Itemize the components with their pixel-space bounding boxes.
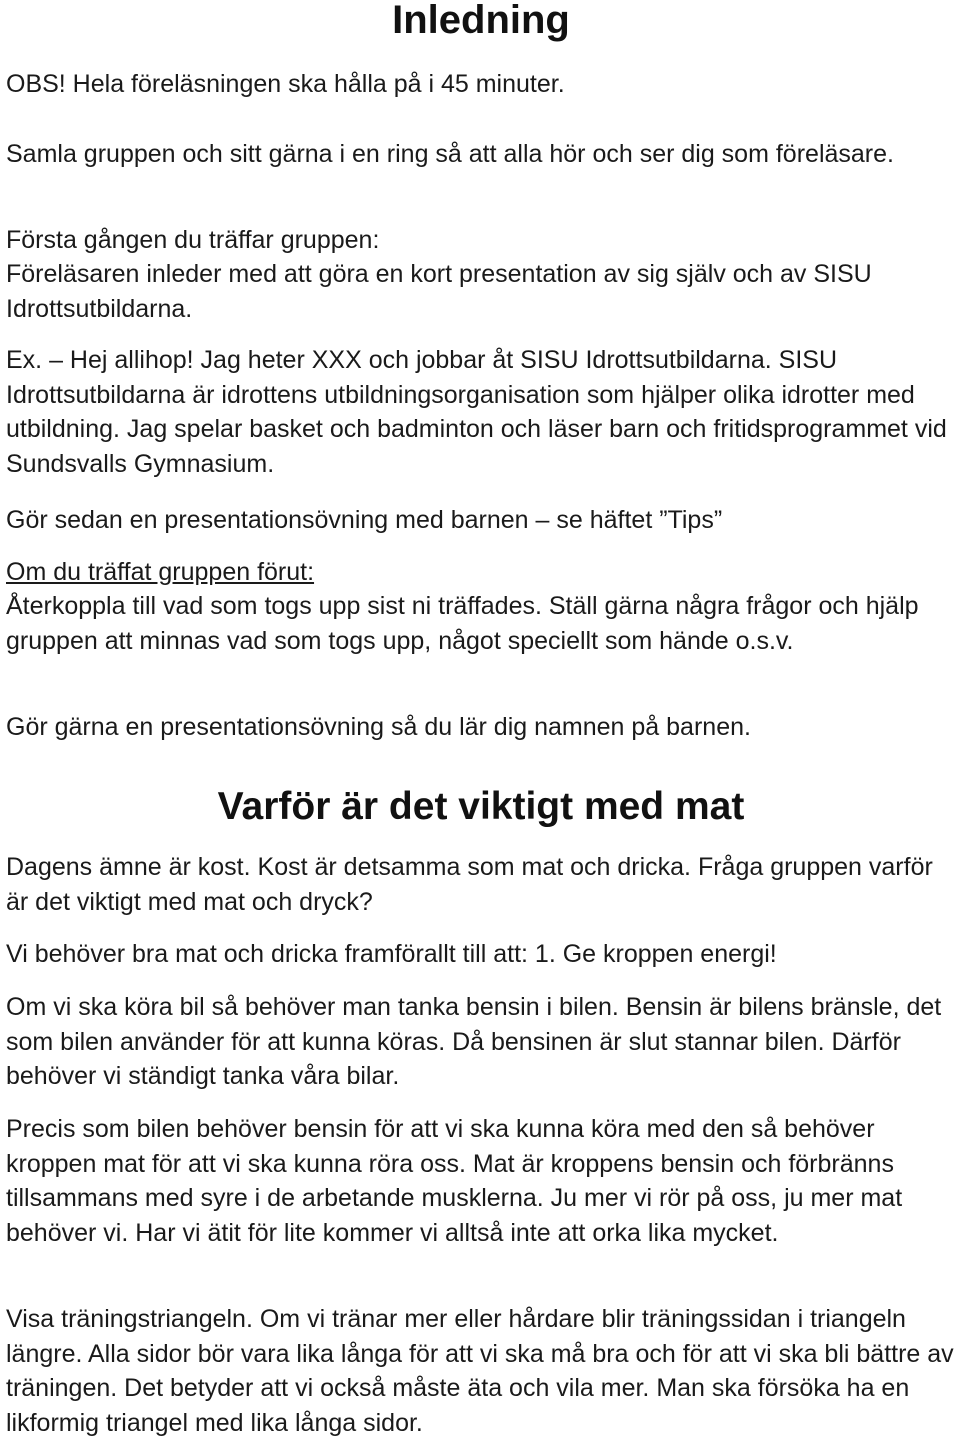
need-paragraph: Vi behöver bra mat och dricka framförallt till att: 1. Ge kroppen energi! [6, 940, 777, 968]
met-before-label: Om du träffat gruppen förut: [6, 558, 315, 586]
topic-paragraph: Dagens ämne är kost. Kost är detsamma som mat och dricka. Fråga gruppen varför är det viktigt med mat och dryck? [6, 853, 933, 916]
example-paragraph: Ex. – Hej allihop! Jag heter XXX och jobbar åt SISU Idrottsutbildarna. SISU Idrottsutbildarna är idrottens utbildningsorganisation som hjälper olika idrotter med utbildning. Jag spelar basket och badminton och läser barn och fritidsprogrammet vid Sundsvalls Gymnasium. [6, 346, 947, 478]
gather-paragraph: Samla gruppen och sitt gärna i en ring så att alla hör och ser dig som föreläsare. [6, 140, 894, 168]
presentation-paragraph: Gör sedan en presentationsövning med barnen – se häftet ”Tips” [6, 506, 723, 534]
page-title: Inledning [392, 0, 570, 42]
names-paragraph: Gör gärna en presentationsövning så du lär dig namnen på barnen. [6, 713, 751, 741]
obs-note: OBS! Hela föreläsningen ska hålla på i 45 minuter. [6, 70, 565, 98]
triangle-paragraph: Visa träningstriangeln. Om vi tränar mer eller hårdare blir träningssidan i triangeln längre. Alla sidor bör vara lika långa för att vi ska må bra och för att vi ska bli bättre av träningen. Det betyder att vi också måste äta och vila mer. Man ska försöka ha en likformig triangel med lika långa sidor. [6, 1305, 954, 1437]
first-time-label: Första gången du träffar gruppen: [6, 226, 380, 254]
first-time-paragraph: Föreläsaren inleder med att göra en kort presentation av sig själv och av SISU Idrottsutbildarna. [6, 260, 872, 323]
body-paragraph: Precis som bilen behöver bensin för att vi ska kunna köra med den så behöver kroppen mat för att vi ska kunna röra oss. Mat är kroppens bensin och förbränns tillsammans med syre i de arbetande musklerna. Ju mer vi rör på oss, ju mer mat behöver vi. Har vi ätit för lite kommer vi alltså inte att orka lika mycket. [6, 1115, 903, 1247]
section-heading: Varför är det viktigt med mat [217, 785, 745, 828]
car-paragraph: Om vi ska köra bil så behöver man tanka bensin i bilen. Bensin är bilens bränsle, det som bilen använder för att kunna köras. Då bensinen är slut stannar bilen. Därför behöver vi ständigt tanka våra bilar. [6, 993, 942, 1090]
met-before-paragraph: Återkoppla till vad som togs upp sist ni träffades. Ställ gärna några frågor och hjälp gruppen att minnas vad som togs upp, något speciellt som hände o.s.v. [6, 592, 919, 655]
